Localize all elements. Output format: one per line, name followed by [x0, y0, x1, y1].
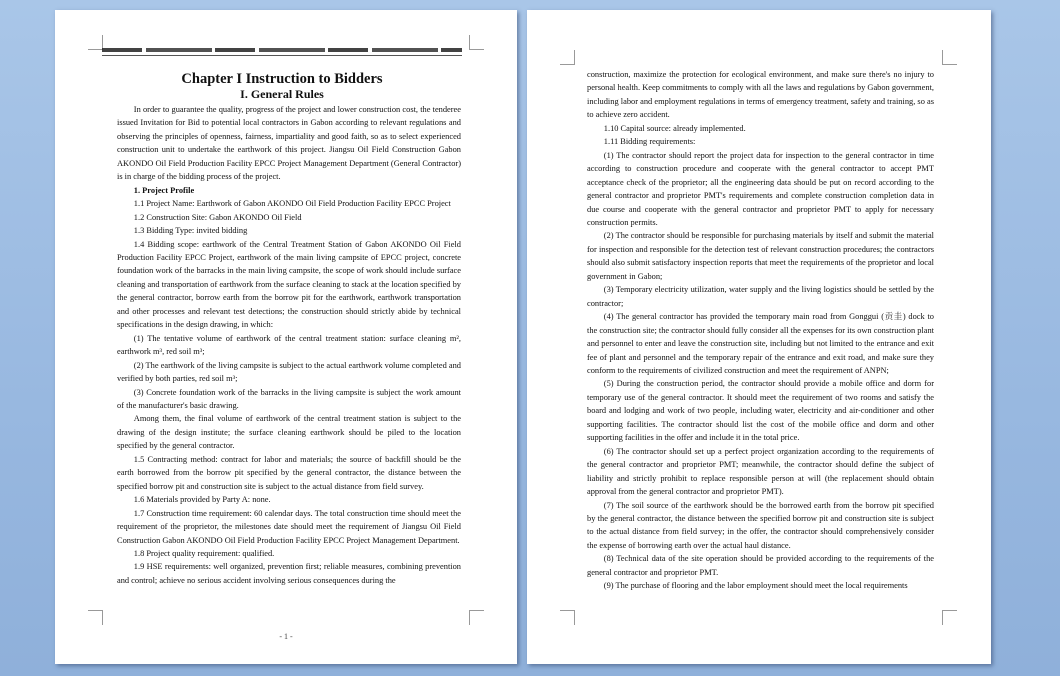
paragraph: (2) The earthwork of the living campsite is subject to the actual earthwork volume completed and verified by both parties, red soil m³;: [117, 360, 461, 384]
page-number: - 1 -: [279, 632, 293, 641]
paragraph: 1.4 Bidding scope: earthwork of the Central Treatment Station of Gabon AKONDO Oil Field Production Facility EPCC Project, earthwork of the main living campsite of EPCC project, concrete foundation work of the barracks in the main living campsite, the scope of work should include surface cleaning and transportation of earthwork from the surface cleaning to stack at the location specified by the general contractor, borrow earth from the borrow pit for the earthwork, earthwork transportation and other processes and relevant test detections; the construction should strictly abide by technical specifications in the design drawing, in which:: [117, 239, 461, 330]
document-page-2[interactable]: [527, 10, 991, 664]
paragraph: (1) The tentative volume of earthwork of the central treatment station: surface cleaning m², earthwork m³, red soil m³;: [117, 333, 461, 357]
paragraph: construction, maximize the protection for ecological environment, and make sure there's no injury to personal health. Keep commitments to comply with all the laws and regulations by Gabon government, including labor and employment regulations in terms of emergency treatment, safety and training, so as to achieve zero accident.: [587, 70, 934, 120]
corner-mark: [469, 35, 484, 50]
paragraph: (9) The purchase of flooring and the labor employment should meet the local requirements: [603, 581, 908, 591]
page-header-graphic: [102, 48, 462, 52]
paragraph: (7) The soil source of the earthwork should be the borrowed earth from the borrow pit specified by the general contractor, the distance between the specified borrow pit and construction site is subject to the actual distance from field survey; in the offer, the contractor should comprehensively consider the expense of borrowing earth over the actual haul distance.: [587, 500, 934, 550]
document-page-1[interactable]: [55, 10, 517, 664]
paragraph: 1.2 Construction Site: Gabon AKONDO Oil Field: [133, 212, 302, 222]
paragraph: In order to guarantee the quality, progress of the project and lower construction cost, the tenderee issued Invitation for Bid to potential local contractors in Gabon according to relevant regulations and observing the principles of openness, fairness, impartiality and good faith, so as to select experienced construction unit to undertake the earthwork of this project. Jiangsu Oil Field Construction Gabon AKONDO Oil Field Production Facility EPCC Project Management Department (General Contractor) is in charge of the bidding process of the project.: [117, 105, 461, 182]
chapter-title: Chapter I Instruction to Bidders: [181, 71, 383, 87]
section-title: I. General Rules: [240, 87, 324, 101]
paragraph: 1.11 Bidding requirements:: [603, 137, 696, 147]
paragraph: 1.8 Project quality requirement: qualified.: [133, 548, 275, 558]
corner-mark: [88, 610, 103, 625]
paragraph: 1.9 HSE requirements: well organized, prevention first; reliable measures, combining prevention and control; achieve no serious accident involving serious consequences during the: [117, 562, 461, 585]
paragraph: (8) Technical data of the site operation should be provided according to the requirements of the general contractor and proprietor PMT.: [587, 554, 934, 577]
corner-mark: [88, 35, 103, 50]
paragraph: (1) The contractor should report the project data for inspection to the general contractor in time according to construction procedure and cooperate with the general contractor to accept PMT acceptance check of the proprietor; all the engineering data should be put on record according to the general contractor and proprietor PMT's requirements and complete construction completion data in due course and cooperate with the general contractor and proprietor PMT to apply for necessary construction permits.: [587, 150, 934, 227]
paragraph: (2) The contractor should be responsible for purchasing materials by itself and submit the material for inspection and responsible for the detection test of relevant construction procedures; the contractors should also submit satisfactory inspection reports that meet the requirements of the proprietor and local government in Gabon;: [587, 231, 934, 281]
paragraph: (6) The contractor should set up a perfect project organization according to the requirements of the general contractor and proprietor PMT; meanwhile, the contractor should define the subject of liability and strictly prohibit to replace responsible person at will (the replacement should obtain approval from the general contractor and proprietor PMT).: [587, 446, 934, 497]
page-2-body[interactable]: [587, 68, 934, 593]
paragraph: 1.3 Bidding Type: invited bidding: [133, 226, 248, 236]
corner-mark: [560, 50, 575, 65]
paragraph: Among them, the final volume of earthwork of the central treatment station is subject to the drawing of the design institute; the surface cleaning earthwork should be piled to the location specified by the general contractor.: [117, 414, 461, 451]
paragraph: 1.1 Project Name: Earthwork of Gabon AKONDO Oil Field Production Facility EPCC Project: [133, 199, 451, 209]
paragraph: 1.7 Construction time requirement: 60 calendar days. The total construction time should meet the requirement of the proprietor, the milestones date should meet the requirement of Jiangsu Oil Field Construction Gabon AKONDO Oil Field Production Facility EPCC Project Management Department.: [117, 508, 461, 545]
header-rule: [102, 55, 462, 56]
corner-mark: [942, 50, 957, 65]
paragraph: (3) Concrete foundation work of the barracks in the living campsite is subject the work amount of the manufacturer's basic drawing.: [117, 387, 461, 410]
paragraph: 1.5 Contracting method: contract for labor and materials; the source of backfill should be the earth borrowed from the borrow pit specified by the general contractor, the distance between the specified borrow pit and construction site is subject to the actual distance from field survey.: [117, 454, 461, 491]
paragraph: 1.10 Capital source: already implemented.: [603, 123, 746, 133]
corner-mark: [560, 610, 575, 625]
page-1-body[interactable]: [117, 103, 461, 587]
paragraph: (4) The general contractor has provided the temporary main road from Gonggui (贡圭) dock to the construction site; the contractor should fully consider all the expenses for its own construction plant and personnel to enter and leave the construction site, including but not limited to the entrance and exit fee of plant and personnel and the temporary repair of the entrance and exit road, and make sure they conform to the requirements of civilized construction and meet the requirement of ANPN;: [587, 312, 934, 375]
paragraph: 1.6 Materials provided by Party A: none.: [133, 495, 271, 505]
corner-mark: [942, 610, 957, 625]
paragraph: (3) Temporary electricity utilization, water supply and the living logistics should be settled by the contractor;: [587, 285, 934, 308]
section-heading: 1. Project Profile: [133, 185, 195, 195]
corner-mark: [469, 610, 484, 625]
paragraph: (5) During the construction period, the contractor should provide a mobile office and dorm for temporary use of the general contractor. It should meet the requirement of two rooms and satisfy the board and lodging and work of two people, including water, electricity and air-conditioner and other supporting facilities. The contractor should list the cost of the mobile office and dorm and other supporting facilities in the offer and include it in the total price.: [587, 379, 934, 443]
